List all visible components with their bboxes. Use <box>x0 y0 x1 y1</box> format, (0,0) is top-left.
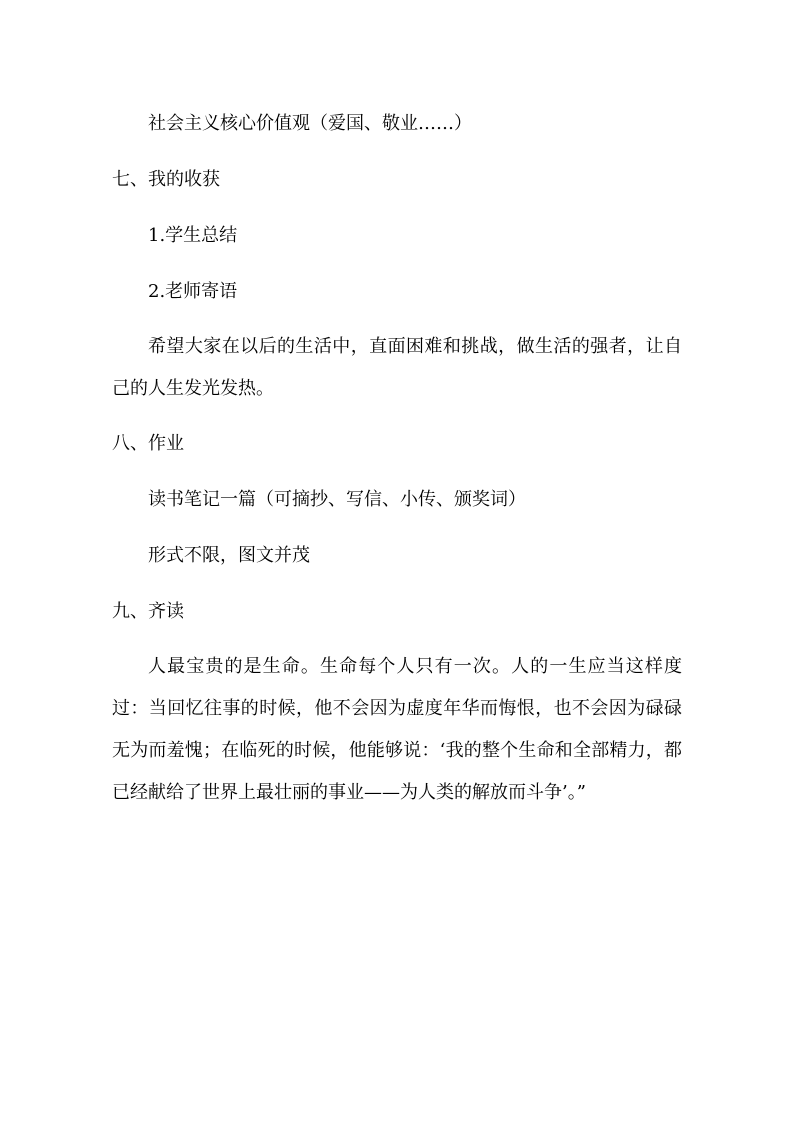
section-7-item-2: 2.老师寄语 <box>148 281 238 302</box>
section-8-heading: 八、作业 <box>112 433 184 454</box>
section-9-heading: 九、齐读 <box>112 601 184 622</box>
section-7-heading: 七、我的收获 <box>112 169 220 190</box>
homework-task: 读书笔记一篇（可摘抄、写信、小传、颁奖词） <box>148 489 526 510</box>
homework-form: 形式不限，图文并茂 <box>148 545 310 566</box>
teacher-message-paragraph: 希望大家在以后的生活中，直面困难和挑战，做生活的强者，让自己的人生发光发热。 <box>112 336 682 399</box>
reading-quote-paragraph: 人最宝贵的是生命。生命每个人只有一次。人的一生应当这样度过：当回忆往事的时候，他不会因为虚度年华而悔恨，也不会因为碌碌无为而羞愧；在临死的时候，他能够说：‘我的整个生命和全部精力，都已经献给了世界上最壮丽的事业——为人类的解放而斗争’。” <box>112 656 682 803</box>
core-values-line: 社会主义核心价值观（爱国、敬业……） <box>148 113 472 134</box>
section-7-item-1: 1.学生总结 <box>148 225 238 246</box>
